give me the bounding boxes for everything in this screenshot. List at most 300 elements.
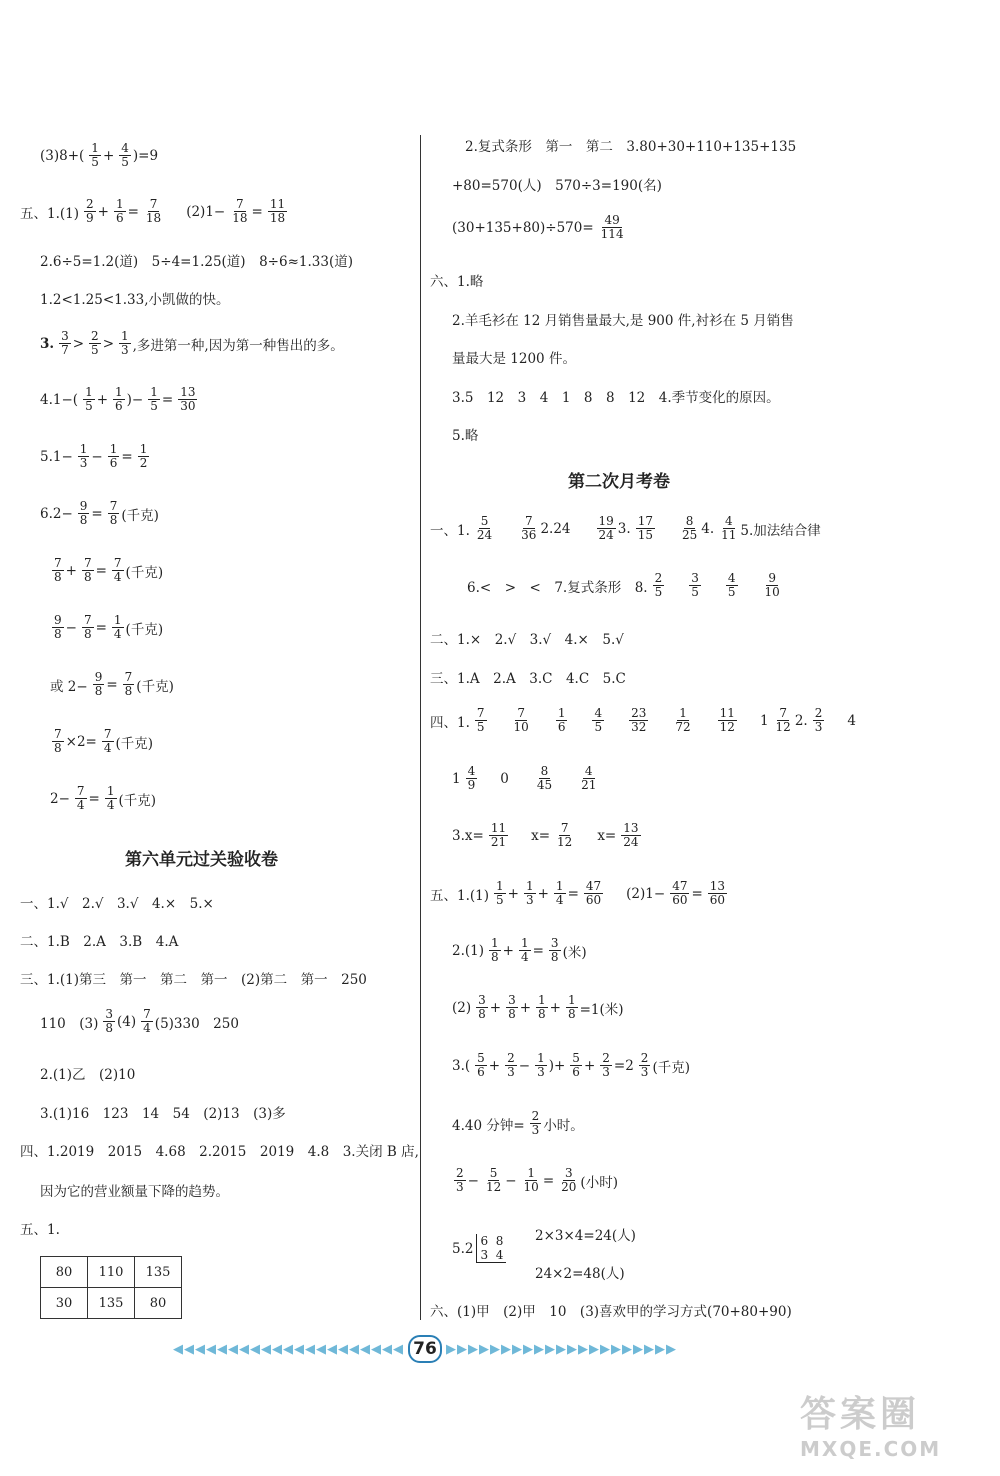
numerator: 7 bbox=[83, 613, 92, 627]
denominator: 30 bbox=[180, 399, 196, 413]
arrow-decoration: ◀◀◀◀◀◀◀◀◀◀◀◀◀◀◀◀◀◀◀◀◀ bbox=[173, 1341, 404, 1357]
numerator: 7 bbox=[54, 556, 62, 570]
denominator: 114 bbox=[600, 227, 624, 241]
answer-line: 量最大是 1200 件。 bbox=[452, 351, 576, 367]
fraction bbox=[83, 386, 95, 413]
denominator: 4 bbox=[76, 798, 85, 812]
denominator: 5 bbox=[496, 893, 504, 907]
denominator: 5 bbox=[85, 399, 93, 413]
fraction bbox=[268, 198, 287, 225]
fraction bbox=[475, 1052, 487, 1079]
numerator: 7 bbox=[149, 197, 158, 211]
denominator: 3 bbox=[525, 893, 534, 907]
section-title: 第二次月考卷 bbox=[568, 472, 670, 492]
denominator: 6 bbox=[115, 399, 123, 413]
page-footer bbox=[105, 1336, 745, 1362]
fraction bbox=[113, 386, 125, 413]
numerator: 1 bbox=[525, 879, 534, 893]
fraction bbox=[599, 214, 626, 241]
watermark-url: MXQE.COM bbox=[800, 1437, 942, 1461]
denominator: 5 bbox=[691, 585, 699, 599]
fraction bbox=[579, 765, 598, 792]
numerator: 2 bbox=[531, 1109, 540, 1123]
fraction bbox=[813, 707, 825, 734]
denominator: 11 bbox=[721, 528, 737, 542]
denominator: 45 bbox=[536, 778, 553, 792]
fraction bbox=[112, 557, 124, 584]
answer-line: 2− $\frac{7}{4}$ = $\frac{1}{4}$ (千克) bbox=[50, 784, 157, 812]
denominator: 8 bbox=[105, 1021, 114, 1035]
answer-line: 五、1.(1) $\frac{2}{9}$ + $\frac{1}{6}$ = $\frac{7}{18}$ (2)1− $\frac{7}{18}$ = $\frac{11}{18}$ bbox=[20, 197, 286, 225]
denominator: 4 bbox=[113, 570, 122, 584]
denominator: 5 bbox=[654, 585, 663, 599]
answer-line: $\frac{2}{3}$ − $\frac{5}{12}$ − $\frac{1}{10}$ = $\frac{3}{20}$ (小时) bbox=[456, 1166, 618, 1194]
fraction bbox=[141, 1008, 153, 1035]
numerator: 2 bbox=[602, 1051, 610, 1065]
numerator: 1 bbox=[555, 879, 564, 893]
fraction bbox=[148, 386, 160, 413]
answer-line: 三、1.A 2.A 3.C 4.C 5.C bbox=[430, 671, 626, 687]
numerator: 5 bbox=[572, 1051, 580, 1065]
numerator: 9 bbox=[54, 613, 62, 627]
answer-line: 二、1.× 2.√ 3.√ 4.× 5.√ bbox=[430, 632, 624, 648]
numerator: 1 bbox=[113, 613, 122, 627]
fraction bbox=[549, 937, 561, 964]
denominator: 3 bbox=[456, 1180, 464, 1194]
denominator: 4 bbox=[520, 950, 529, 964]
answer-line: 6.2− $\frac{9}{8}$ = $\frac{7}{8}$ (千克) bbox=[40, 499, 159, 527]
fraction bbox=[524, 880, 536, 907]
numerator: 2 bbox=[91, 329, 99, 343]
numerator: 1 bbox=[496, 879, 504, 893]
denominator: 8 bbox=[94, 684, 103, 698]
numerator: 5 bbox=[489, 1166, 498, 1180]
numerator: 1 bbox=[115, 197, 124, 211]
fraction bbox=[535, 1052, 547, 1079]
numerator: 5 bbox=[480, 514, 489, 528]
fraction bbox=[670, 880, 689, 907]
denominator: 20 bbox=[561, 1180, 577, 1194]
denominator: 10 bbox=[513, 720, 529, 734]
denominator: 4 bbox=[555, 893, 564, 907]
numerator: 11 bbox=[269, 197, 286, 211]
denominator: 18 bbox=[232, 211, 248, 225]
answer-line: $\frac{7}{8}$ + $\frac{7}{8}$ = $\frac{7}{4}$ (千克) bbox=[54, 556, 164, 584]
denominator: 8 bbox=[491, 950, 499, 964]
fraction bbox=[454, 1167, 466, 1194]
fraction bbox=[78, 443, 90, 470]
denominator: 8 bbox=[478, 1007, 486, 1021]
watermark bbox=[800, 1386, 980, 1466]
numerator: 1 bbox=[115, 385, 123, 399]
fraction bbox=[489, 822, 508, 849]
denominator: 8 bbox=[124, 684, 133, 698]
answer-line: 1.2<1.25<1.33,小凯做的快。 bbox=[40, 292, 230, 308]
numerator: 2 bbox=[640, 1051, 649, 1065]
numerator: 1 bbox=[537, 1051, 545, 1065]
answer-table bbox=[40, 1256, 182, 1319]
fraction bbox=[763, 572, 782, 599]
denominator: 9 bbox=[86, 211, 94, 225]
numerator: 7 bbox=[143, 1007, 151, 1021]
fraction bbox=[82, 614, 94, 641]
answer-line: 5.2 6 8 3 4 bbox=[452, 1234, 509, 1263]
fraction bbox=[584, 880, 603, 907]
fraction bbox=[530, 1110, 542, 1137]
fraction bbox=[708, 880, 727, 907]
fraction bbox=[476, 994, 488, 1021]
numerator: 4 bbox=[121, 141, 129, 155]
section-title: 第六单元过关验收卷 bbox=[125, 850, 278, 870]
numerator: 17 bbox=[637, 514, 653, 528]
denominator: 24 bbox=[598, 528, 614, 542]
fraction bbox=[75, 785, 87, 812]
numerator: 47 bbox=[585, 879, 602, 893]
numerator: 2 bbox=[507, 1051, 515, 1065]
denominator: 6 bbox=[572, 1065, 580, 1079]
denominator: 21 bbox=[490, 835, 507, 849]
denominator: 8 bbox=[109, 513, 118, 527]
numerator: 1 bbox=[491, 936, 499, 950]
numerator: 5 bbox=[477, 1051, 485, 1065]
answer-line: 2×3×4=24(人) bbox=[535, 1228, 636, 1244]
answer-line: 因为它的营业额量下降的趋势。 bbox=[40, 1184, 229, 1200]
answer-line: 三、1.(1)第三 第一 第二 第一 (2)第二 第一 250 bbox=[20, 972, 367, 988]
fraction bbox=[639, 1052, 651, 1079]
fraction bbox=[535, 765, 554, 792]
denominator: 5 bbox=[727, 585, 736, 599]
answer-line: 5.1− $\frac{1}{3}$ − $\frac{1}{6}$ = $\frac{1}{2}$ bbox=[40, 442, 148, 470]
denominator: 3 bbox=[79, 456, 88, 470]
fraction bbox=[138, 443, 150, 470]
denominator: 3 bbox=[121, 343, 129, 357]
short-division: 6 8 3 4 bbox=[476, 1234, 506, 1263]
fraction bbox=[52, 728, 64, 755]
fraction bbox=[123, 671, 135, 698]
denominator: 24 bbox=[623, 835, 639, 849]
numerator: 2 bbox=[86, 197, 94, 211]
numerator: 1 bbox=[679, 706, 687, 720]
table-cell: 135 bbox=[135, 1257, 182, 1288]
denominator: 4 bbox=[143, 1021, 151, 1035]
answer-line: 五、1.(1) $\frac{1}{5}$ + $\frac{1}{3}$ + $\frac{1}{4}$ = $\frac{47}{60}$ (2)1− $\frac{47}{60}$ = $\frac{13}{60}$ bbox=[430, 879, 726, 907]
numerator: 3 bbox=[478, 993, 486, 1007]
fraction bbox=[597, 515, 616, 542]
denominator: 4 bbox=[113, 627, 122, 641]
denominator: 18 bbox=[145, 211, 162, 225]
numerator: 7 bbox=[517, 706, 525, 720]
denominator: 5 bbox=[150, 399, 158, 413]
numerator: 7 bbox=[113, 556, 122, 570]
answer-line: 一、1. $\frac{5}{24}$ $\frac{7}{36}$ 2.24 $\frac{19}{24}$ 3. $\frac{17}{15}$ $\frac{8}{25}$ 4. $\frac{4}{11}$ 5.加法结合律 bbox=[430, 514, 821, 542]
fraction bbox=[680, 515, 699, 542]
denominator: 6 bbox=[477, 1065, 485, 1079]
numerator: 13 bbox=[709, 879, 726, 893]
denominator: 60 bbox=[585, 893, 602, 907]
denominator: 8 bbox=[550, 950, 559, 964]
fraction bbox=[89, 330, 101, 357]
denominator: 6 bbox=[557, 720, 566, 734]
denominator: 5 bbox=[594, 720, 603, 734]
numerator: 3 bbox=[61, 329, 69, 343]
denominator: 3 bbox=[507, 1065, 515, 1079]
denominator: 3 bbox=[602, 1065, 610, 1079]
fraction bbox=[592, 707, 604, 734]
denominator: 8 bbox=[54, 570, 62, 584]
answer-line: 四、1.2019 2015 4.68 2.2015 2019 4.8 3.关闭 B 店, bbox=[20, 1144, 419, 1160]
fraction bbox=[52, 557, 64, 584]
answer-line: 24×2=48(人) bbox=[535, 1266, 625, 1282]
fraction bbox=[718, 707, 737, 734]
denominator: 5 bbox=[91, 343, 99, 357]
answer-line: 2.羊毛衫在 12 月销售量最大,是 900 件,衬衫在 5 月销售 bbox=[452, 313, 794, 329]
numerator: 1 bbox=[79, 442, 88, 456]
numerator: 7 bbox=[476, 706, 485, 720]
numerator: 4 bbox=[727, 571, 736, 585]
fraction bbox=[178, 386, 197, 413]
answer-line: 3. $\frac{3}{7}$ > $\frac{2}{5}$ > $\frac{1}{3}$ ,多进第一种,因为第一种售出的多。 bbox=[40, 329, 344, 357]
table-cell: 80 bbox=[135, 1288, 182, 1319]
numerator: 7 bbox=[560, 821, 569, 835]
denominator: 12 bbox=[719, 720, 735, 734]
fraction bbox=[689, 572, 701, 599]
fraction bbox=[556, 707, 568, 734]
answer-line: 六、1.略 bbox=[430, 274, 484, 290]
numerator: 4 bbox=[594, 706, 603, 720]
numerator: 1 bbox=[520, 936, 529, 950]
fraction bbox=[570, 1052, 582, 1079]
fraction bbox=[103, 1008, 115, 1035]
numerator: 2 bbox=[456, 1166, 464, 1180]
denominator: 2 bbox=[139, 456, 148, 470]
numerator: 4 bbox=[584, 764, 593, 778]
table-cell: 30 bbox=[41, 1288, 88, 1319]
denominator: 12 bbox=[485, 1180, 502, 1194]
denominator: 8 bbox=[508, 1007, 516, 1021]
fraction bbox=[489, 937, 501, 964]
fraction bbox=[59, 330, 71, 357]
page-number: 76 bbox=[408, 1335, 442, 1363]
denominator: 7 bbox=[61, 343, 69, 357]
answer-line: 110 (3) $\frac{3}{8}$ (4) $\frac{7}{4}$ (5)330 250 bbox=[40, 1007, 239, 1035]
numerator: 1 bbox=[106, 784, 115, 798]
arrow-decoration: ▶▶▶▶▶▶▶▶▶▶▶▶▶▶▶▶▶▶▶▶▶ bbox=[446, 1341, 677, 1357]
denominator: 5 bbox=[91, 155, 99, 169]
denominator: 8 bbox=[54, 627, 62, 641]
fraction bbox=[554, 880, 566, 907]
numerator: 7 bbox=[83, 556, 92, 570]
numerator: 7 bbox=[779, 706, 787, 720]
fraction bbox=[114, 198, 126, 225]
answer-line: 一、1.√ 2.√ 3.√ 4.× 5.× bbox=[20, 896, 214, 912]
denominator: 5 bbox=[476, 720, 485, 734]
denominator: 24 bbox=[476, 528, 493, 542]
numerator: 3 bbox=[508, 993, 516, 1007]
fraction bbox=[512, 707, 531, 734]
denominator: 4 bbox=[106, 798, 115, 812]
fraction bbox=[600, 1052, 612, 1079]
fraction bbox=[519, 937, 531, 964]
answer-line: 1 $\frac{4}{9}$ 0 $\frac{8}{45}$ $\frac{4}{21}$ bbox=[452, 764, 597, 792]
answer-line: 4.1−( $\frac{1}{5}$ + $\frac{1}{6}$ )− $\frac{1}{5}$ = $\frac{13}{30}$ bbox=[40, 385, 196, 413]
fraction bbox=[78, 500, 90, 527]
watermark-text: 答案圈 bbox=[800, 1394, 921, 1435]
answer-line: (2) $\frac{3}{8}$ + $\frac{3}{8}$ + $\frac{1}{8}$ + $\frac{1}{8}$ =1(米) bbox=[452, 993, 624, 1021]
table-cell: 135 bbox=[88, 1288, 135, 1319]
denominator: 10 bbox=[523, 1180, 539, 1194]
fraction bbox=[636, 515, 655, 542]
denominator: 18 bbox=[269, 211, 286, 225]
numerator: 9 bbox=[768, 571, 776, 585]
answer-line: 六、(1)甲 (2)甲 10 (3)喜欢甲的学习方式(70+80+90) bbox=[430, 1304, 792, 1320]
fraction bbox=[475, 515, 494, 542]
denominator: 72 bbox=[675, 720, 691, 734]
numerator: 1 bbox=[91, 141, 99, 155]
denominator: 6 bbox=[115, 211, 124, 225]
answer-line: 五、1. bbox=[20, 1222, 60, 1238]
numerator: 11 bbox=[719, 706, 735, 720]
numerator: 3 bbox=[550, 936, 559, 950]
answer-line: 2.(1) $\frac{1}{8}$ + $\frac{1}{4}$ = $\frac{3}{8}$ (米) bbox=[452, 936, 587, 964]
denominator: 32 bbox=[631, 720, 647, 734]
fraction bbox=[230, 198, 249, 225]
numerator: 7 bbox=[76, 784, 85, 798]
denominator: 3 bbox=[531, 1123, 540, 1137]
denominator: 5 bbox=[121, 155, 129, 169]
answer-line: 或 2− $\frac{9}{8}$ = $\frac{7}{8}$ (千克) bbox=[50, 670, 174, 698]
table-cell: 80 bbox=[41, 1257, 88, 1288]
numerator: 1 bbox=[121, 329, 129, 343]
answer-line: 3.x= $\frac{11}{21}$ x= $\frac{7}{12}$ x= $\frac{13}{24}$ bbox=[452, 821, 639, 849]
numerator: 19 bbox=[598, 514, 614, 528]
denominator: 15 bbox=[637, 528, 653, 542]
numerator: 1 bbox=[139, 442, 148, 456]
answer-line: 3.5 12 3 4 1 8 8 12 4.季节变化的原因。 bbox=[452, 390, 780, 406]
fraction bbox=[505, 1052, 517, 1079]
fraction bbox=[559, 1167, 578, 1194]
denominator: 8 bbox=[538, 1007, 546, 1021]
numerator: 1 bbox=[150, 385, 158, 399]
answer-line: 6.< > < 7.复式条形 8. $\frac{2}{5}$ $\frac{3}{5}$ $\frac{4}{5}$ $\frac{9}{10}$ bbox=[467, 571, 780, 599]
fraction bbox=[108, 500, 120, 527]
fraction bbox=[112, 614, 124, 641]
denominator: 8 bbox=[83, 627, 92, 641]
numerator: 1 bbox=[567, 993, 576, 1007]
fraction bbox=[494, 880, 506, 907]
numerator: 2 bbox=[814, 706, 823, 720]
fraction bbox=[519, 515, 538, 542]
fraction bbox=[52, 614, 64, 641]
denominator: 8 bbox=[54, 741, 62, 755]
numerator: 49 bbox=[604, 213, 620, 227]
numerator: 7 bbox=[124, 670, 133, 684]
table-row bbox=[41, 1288, 182, 1319]
numerator: 1 bbox=[538, 993, 546, 1007]
numerator: 47 bbox=[672, 879, 688, 893]
answer-line: 2.6÷5=1.2(道) 5÷4=1.25(道) 8÷6≈1.33(道) bbox=[40, 254, 353, 270]
fraction bbox=[105, 785, 117, 812]
denominator: 25 bbox=[681, 528, 698, 542]
answer-line: 二、1.B 2.A 3.B 4.A bbox=[20, 934, 179, 950]
fraction bbox=[536, 994, 548, 1021]
fraction bbox=[719, 515, 738, 542]
denominator: 8 bbox=[83, 570, 92, 584]
fraction bbox=[93, 671, 105, 698]
numerator: 23 bbox=[631, 706, 647, 720]
numerator: 7 bbox=[524, 514, 533, 528]
fraction bbox=[566, 994, 578, 1021]
numerator: 9 bbox=[79, 499, 88, 513]
denominator: 3 bbox=[814, 720, 823, 734]
answer-line: $\frac{9}{8}$ − $\frac{7}{8}$ = $\frac{1}{4}$ (千克) bbox=[54, 613, 164, 641]
fraction bbox=[484, 1167, 503, 1194]
denominator: 60 bbox=[709, 893, 726, 907]
fraction bbox=[653, 572, 665, 599]
denominator: 21 bbox=[581, 778, 597, 792]
denominator: 3 bbox=[537, 1065, 545, 1079]
numerator: 7 bbox=[109, 499, 118, 513]
denominator: 6 bbox=[109, 456, 118, 470]
numerator: 4 bbox=[467, 764, 476, 778]
answer-line: 2.(1)乙 (2)10 bbox=[40, 1067, 136, 1083]
denominator: 9 bbox=[467, 778, 476, 792]
numerator: 8 bbox=[685, 514, 694, 528]
numerator: 7 bbox=[54, 727, 62, 741]
denominator: 8 bbox=[79, 513, 88, 527]
fraction bbox=[466, 765, 478, 792]
fraction bbox=[506, 994, 518, 1021]
denominator: 3 bbox=[640, 1065, 649, 1079]
denominator: 12 bbox=[775, 720, 791, 734]
numerator: 7 bbox=[236, 197, 244, 211]
denominator: 10 bbox=[764, 585, 780, 599]
fraction bbox=[621, 822, 640, 849]
numerator: 1 bbox=[527, 1166, 535, 1180]
numerator: 1 bbox=[557, 706, 566, 720]
answer-line: +80=570(人) 570÷3=190(名) bbox=[452, 178, 662, 194]
fraction bbox=[119, 330, 131, 357]
denominator: 8 bbox=[567, 1007, 576, 1021]
answer-line: (3)8+( $\frac{1}{5}$ + $\frac{4}{5}$ )=9 bbox=[40, 141, 159, 169]
numerator: 4 bbox=[724, 514, 733, 528]
denominator: 36 bbox=[521, 528, 537, 542]
answer-line: 2.复式条形 第一 第二 3.80+30+110+135+135 bbox=[465, 139, 797, 155]
numerator: 7 bbox=[103, 727, 112, 741]
denominator: 12 bbox=[557, 835, 573, 849]
fraction bbox=[629, 707, 648, 734]
fraction bbox=[522, 1167, 541, 1194]
denominator: 60 bbox=[672, 893, 688, 907]
answer-line: 5.略 bbox=[452, 428, 479, 444]
fraction bbox=[774, 707, 793, 734]
fraction bbox=[673, 707, 692, 734]
answer-line: 四、1. $\frac{7}{5}$ $\frac{7}{10}$ $\frac{1}{6}$ $\frac{4}{5}$ $\frac{23}{32}$ $\frac{1}{72}$ $\frac{11}{12}$ 1 $\frac{7}{12}$ 2. $\frac{2}{3}$ 4 bbox=[430, 706, 856, 734]
answer-line: 4.40 分钟= $\frac{2}{3}$ 小时。 bbox=[452, 1109, 584, 1137]
fraction bbox=[89, 142, 101, 169]
answer-line: 3.( $\frac{5}{6}$ + $\frac{2}{3}$ − $\frac{1}{3}$ )+ $\frac{5}{6}$ + $\frac{2}{3}$ =2 $\frac{2}{3}$ (千克) bbox=[452, 1051, 690, 1079]
answer-line: (30+135+80)÷570= $\frac{49}{114}$ bbox=[452, 213, 624, 241]
numerator: 13 bbox=[623, 821, 639, 835]
table-cell: 110 bbox=[88, 1257, 135, 1288]
table-row bbox=[41, 1257, 182, 1288]
fraction bbox=[82, 557, 94, 584]
denominator: 4 bbox=[103, 741, 112, 755]
numerator: 9 bbox=[94, 670, 103, 684]
numerator: 2 bbox=[654, 571, 663, 585]
fraction bbox=[84, 198, 96, 225]
numerator: 11 bbox=[490, 821, 507, 835]
numerator: 3 bbox=[691, 571, 699, 585]
